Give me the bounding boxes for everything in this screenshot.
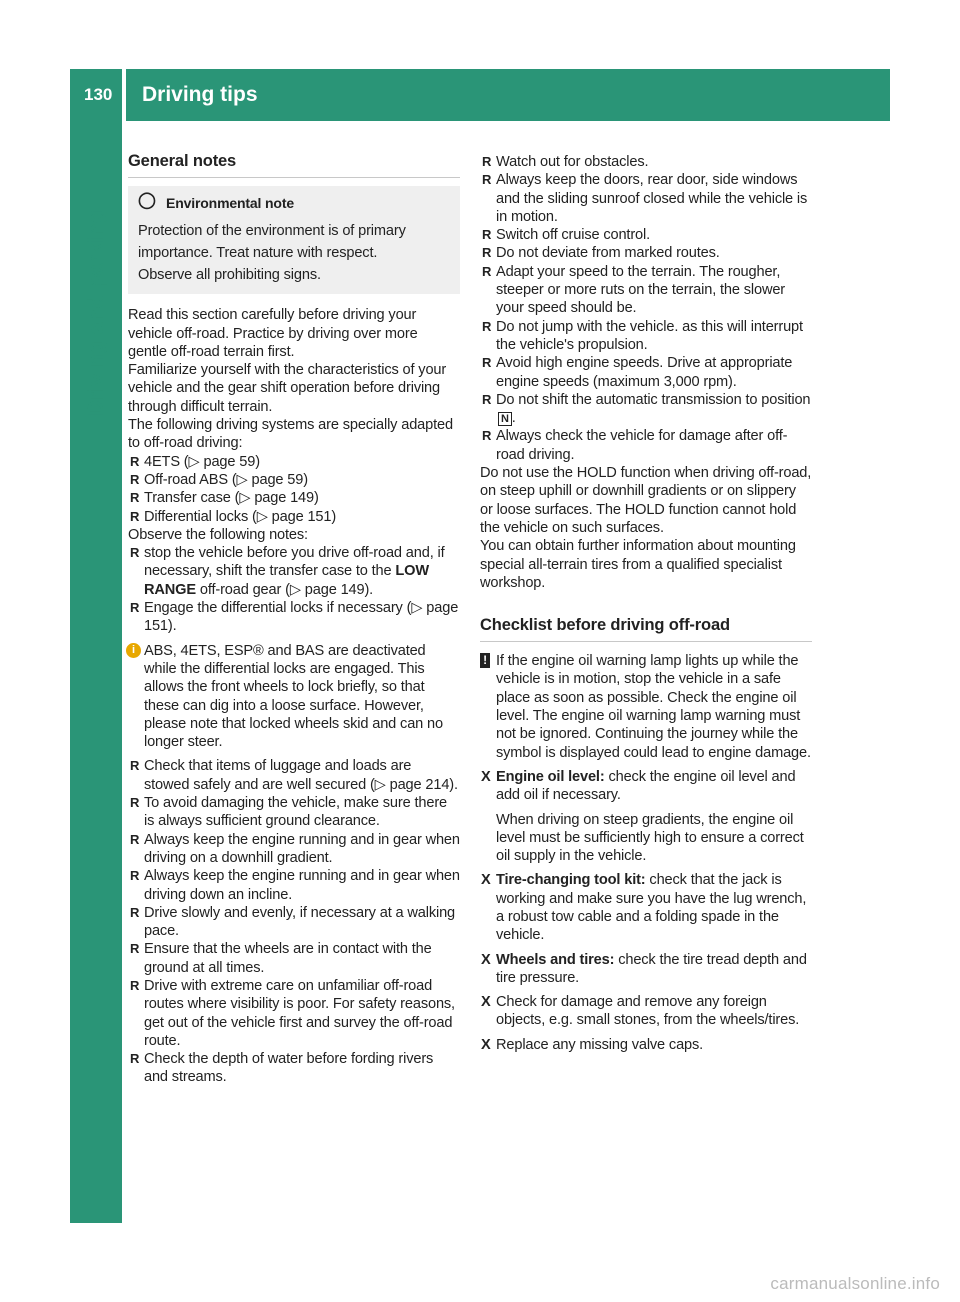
- action-label: Wheels and tires:: [496, 951, 615, 968]
- paragraph: Do not use the HOLD function when driving off-road, on steep uphill or downhill gradients or on slippery or loose surfaces. The HOLD function cannot hold the vehicle on such surfaces.: [480, 465, 812, 536]
- action-item: X Replace any missing valve caps.: [480, 1036, 812, 1054]
- list-item: R Do not deviate from marked routes.: [480, 244, 812, 262]
- list-item: [128, 544, 460, 599]
- env-note-text: Protection of the environment is of primary importance. Treat nature with respect.: [138, 223, 406, 262]
- left-column: [128, 150, 460, 1087]
- watermark: carmanualsonline.info: [770, 1274, 940, 1293]
- list-item: R 4ETS (▷ page 59): [128, 453, 460, 471]
- list-item: R Switch off cruise control.: [480, 226, 812, 244]
- paragraph: The following driving systems are specially adapted to off-road driving:: [128, 417, 453, 452]
- list-item: R Drive with extreme care on unfamiliar off-road routes where visibility is poor. For safety reasons, get out of the vehicle first and survey the off-road route.: [128, 977, 460, 1050]
- list-item: R Check that items of luggage and loads are stowed safely and are well secured (▷ page 214).: [128, 757, 460, 794]
- right-column: [480, 153, 812, 1054]
- action-item: [480, 768, 812, 805]
- list-item: R Always keep the engine running and in gear when driving down an incline.: [128, 867, 460, 904]
- paragraph: You can obtain further information about mounting special all-terrain tires from a qualified specialist workshop.: [480, 538, 796, 591]
- list-item: R Watch out for obstacles.: [480, 153, 812, 171]
- env-note-text-2: Observe all prohibiting signs.: [138, 267, 321, 284]
- list-item: R Adapt your speed to the terrain. The rougher, steeper or more ruts on the terrain, the slower your speed should be.: [480, 263, 812, 318]
- list-item: R Engage the differential locks if necessary (▷ page 151).: [128, 599, 460, 636]
- info-note-text: ABS, 4ETS, ESP® and BAS are deactivated while the differential locks are engaged. This allows the front wheels to lock briefly, so that these can dig into a loose surface. However, please note that locked wheels skid and can no longer steer.: [144, 642, 443, 751]
- list-item: R Drive slowly and evenly, if necessary at a walking pace.: [128, 904, 460, 941]
- list-item-text: off-road gear (▷ page 149).: [199, 581, 374, 598]
- paragraph: Read this section carefully before driving your vehicle off-road. Practice by driving over more gentle off-road terrain first.: [128, 307, 418, 360]
- heading-rule: [480, 641, 812, 642]
- action-item: [480, 951, 812, 988]
- side-tab-label: Driving and parking: [83, 209, 108, 417]
- paragraph: Familiarize yourself with the characteristics of your vehicle and the gear shift operation before driving through difficult terrain.: [128, 362, 447, 415]
- list-item: R To avoid damaging the vehicle, make sure there is always sufficient ground clearance.: [128, 794, 460, 831]
- list-item: R Check the depth of water before fording rivers and streams.: [128, 1050, 460, 1087]
- page-header: [70, 69, 890, 121]
- environmental-note-title: [138, 194, 450, 212]
- header-divider: [122, 69, 126, 121]
- action-label: Tire-changing tool kit:: [496, 872, 646, 889]
- page-number: 130: [84, 85, 113, 104]
- low-range-label: LOW RANGE: [144, 563, 429, 598]
- list-item: R Off-road ABS (▷ page 59): [128, 471, 460, 489]
- warning-note: [480, 652, 812, 762]
- list-item: R Always keep the doors, rear door, side windows and the sliding sunroof closed while the vehicle is in motion.: [480, 171, 812, 226]
- list-item: R Do not jump with the vehicle. as this will interrupt the vehicle's propulsion.: [480, 318, 812, 355]
- warning-icon: !: [480, 653, 490, 668]
- list-item: R Differential locks (▷ page 151): [128, 508, 460, 526]
- list-item: R Always keep the engine running and in gear when driving on a downhill gradient.: [128, 831, 460, 868]
- info-note: [128, 642, 460, 752]
- action-text: check the engine oil level and add oil if necessary.: [496, 768, 796, 804]
- paragraph: Observe the following notes:: [128, 526, 308, 543]
- action-item: X Check for damage and remove any foreign objects, e.g. small stones, from the wheels/tires.: [480, 993, 812, 1030]
- warning-text: If the engine oil warning lamp lights up while the vehicle is in motion, stop the vehicle in a safe place as soon as possible. Check the engine oil level. The engine oil warning lamp warning must not be ignored. Continuing the journey while the symbol is displayed could lead to engine damage.: [496, 653, 811, 761]
- list-item: R Transfer case (▷ page 149): [128, 489, 460, 507]
- env-title-text: Environmental note: [166, 195, 294, 211]
- list-item: R Ensure that the wheels are in contact with the ground at all times.: [128, 940, 460, 977]
- list-item-text: stop the vehicle before you drive off-road and, if necessary, shift the transfer case to the: [144, 545, 445, 580]
- checklist-heading: Checklist before driving off-road: [480, 616, 730, 635]
- general-notes-heading: General notes: [128, 152, 237, 170]
- environmental-note-box: [128, 186, 460, 294]
- action-detail: When driving on steep gradients, the engine oil level must be sufficiently high to ensure a correct oil supply in the vehicle.: [496, 811, 804, 865]
- list-item: R Avoid high engine speeds. Drive at appropriate engine speeds (maximum 3,000 rpm).: [480, 354, 812, 391]
- heading-rule: [128, 177, 460, 178]
- info-icon: i: [126, 643, 141, 658]
- action-text: check the tire tread depth and tire pressure.: [496, 951, 807, 986]
- action-text: check that the jack is working and make sure you have the lug wrench, a robust tow cable and a folding spade in the vehicle.: [496, 872, 807, 944]
- list-item: R Do not shift the automatic transmission to position N .: [480, 391, 812, 428]
- action-item: [480, 871, 812, 944]
- list-item: R Always check the vehicle for damage after off-road driving.: [480, 427, 812, 464]
- lightbulb-icon: ◯: [138, 192, 156, 209]
- position-n-symbol: N: [498, 412, 512, 426]
- list-item-text: Do not shift the automatic transmission to position: [496, 391, 811, 408]
- action-label: Engine oil level:: [496, 768, 605, 785]
- section-title: Driving tips: [142, 83, 258, 106]
